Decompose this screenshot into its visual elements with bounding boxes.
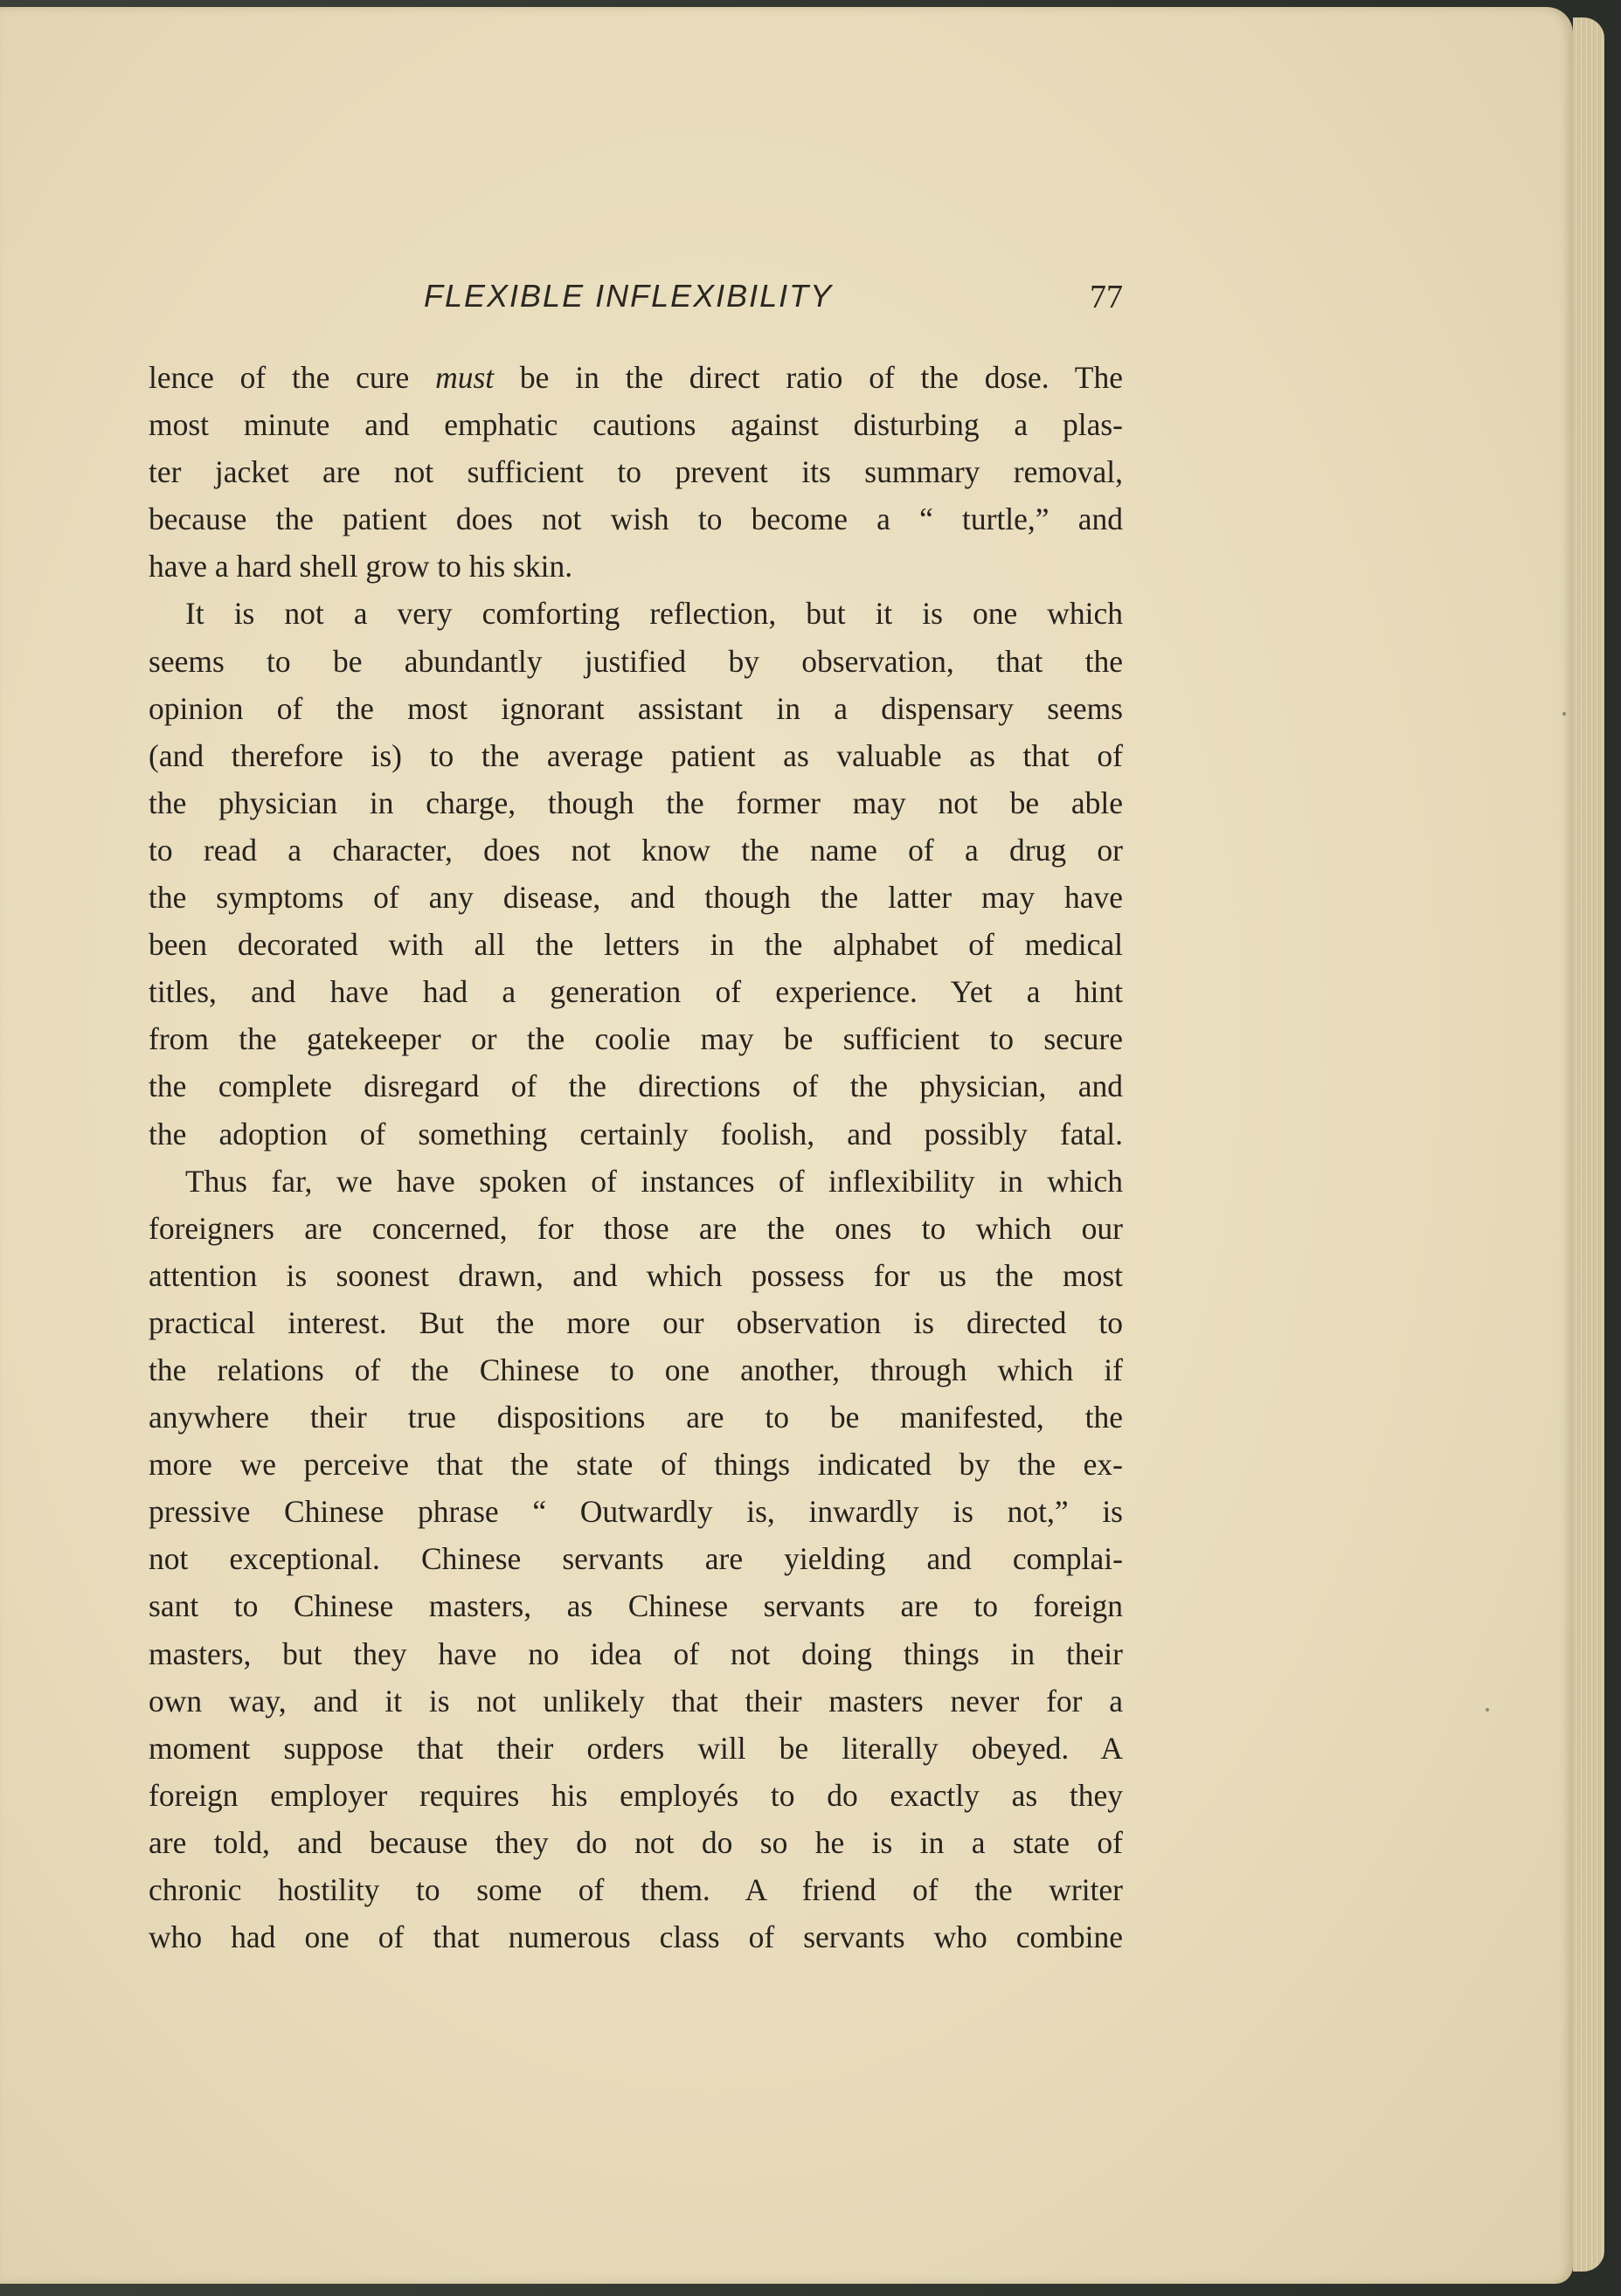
text-line: anywhere their true dispositions are to be manifested, the — [149, 1400, 1123, 1435]
page-header — [149, 278, 1123, 322]
text-line: opinion of the most ignorant assistant in a dispensary seems — [149, 690, 1123, 726]
text-line: foreign employer requires his employés to do exactly as they — [149, 1777, 1123, 1813]
text-line: because the patient does not wish to become a “ turtle,” and — [149, 501, 1123, 537]
paragraph-start-line: Thus far, we have spoken of instances of inflexibility in which — [185, 1163, 1123, 1199]
text-line: to read a character, does not know the name of a drug or — [149, 832, 1123, 868]
paragraph-start-line: It is not a very comforting reflection, but it is one which — [185, 596, 1123, 632]
text-line-1 — [149, 354, 1123, 401]
text-line: chronic hostility to some of them. A friend of the writer — [149, 1872, 1123, 1907]
text-line: the complete disregard of the directions of the physician, and — [149, 1068, 1123, 1104]
text-line: seems to be abundantly justified by observation, that the — [149, 643, 1123, 679]
paper-speck — [1562, 712, 1566, 716]
text-line: the relations of the Chinese to one another, through which if — [149, 1352, 1123, 1387]
text-line: the symptoms of any disease, and though the latter may have — [149, 880, 1123, 916]
text-line: attention is soonest drawn, and which possess for us the most — [149, 1257, 1123, 1293]
emphasized-word: must — [435, 360, 495, 395]
text-line: (and therefore is) to the average patient as valuable as that of — [149, 737, 1123, 773]
text-line: have a hard shell grow to his skin. — [149, 549, 573, 584]
running-head: FLEXIBLE INFLEXIBILITY — [424, 278, 834, 314]
text-line: the physician in charge, though the former may not be able — [149, 785, 1123, 820]
text-line: masters, but they have no idea of not doing things in their — [149, 1636, 1123, 1671]
text-line: been decorated with all the letters in the alphabet of medical — [149, 927, 1123, 963]
page-number: 77 — [1090, 279, 1123, 315]
text-segment: lence of the cure — [149, 360, 436, 395]
text-line: are told, and because they do not do so he is in a state of — [149, 1824, 1123, 1860]
text-line: titles, and have had a generation of experience. Yet a hint — [149, 974, 1123, 1010]
page-edges — [1573, 17, 1604, 2272]
text-line: moment suppose that their orders will be literally obeyed. A — [149, 1730, 1123, 1766]
text-line: pressive Chinese phrase “ Outwardly is, inwardly is not,” is — [149, 1494, 1123, 1530]
paper-speck — [1486, 1708, 1489, 1712]
text-line: foreigners are concerned, for those are the ones to which our — [149, 1210, 1123, 1246]
text-line: the adoption of something certainly foolish, and possibly fatal. — [149, 1116, 1123, 1151]
text-line: who had one of that numerous class of servants who combine — [149, 1919, 1123, 1955]
text-line: ter jacket are not sufficient to prevent its summary removal, — [149, 454, 1123, 490]
text-segment: be in the direct ratio of the dose. The — [494, 360, 1123, 395]
text-line: most minute and emphatic cautions against disturbing a plas- — [149, 407, 1123, 443]
text-line: practical interest. But the more our observation is directed to — [149, 1304, 1123, 1340]
text-line: from the gatekeeper or the coolie may be sufficient to secure — [149, 1021, 1123, 1057]
text-line: sant to Chinese masters, as Chinese servants are to foreign — [149, 1588, 1123, 1624]
body-text — [149, 354, 1123, 1961]
text-line: not exceptional. Chinese servants are yielding and complai- — [149, 1541, 1123, 1577]
text-line: own way, and it is not unlikely that their masters never for a — [149, 1683, 1123, 1719]
text-line: more we perceive that the state of things indicated by the ex- — [149, 1447, 1123, 1483]
